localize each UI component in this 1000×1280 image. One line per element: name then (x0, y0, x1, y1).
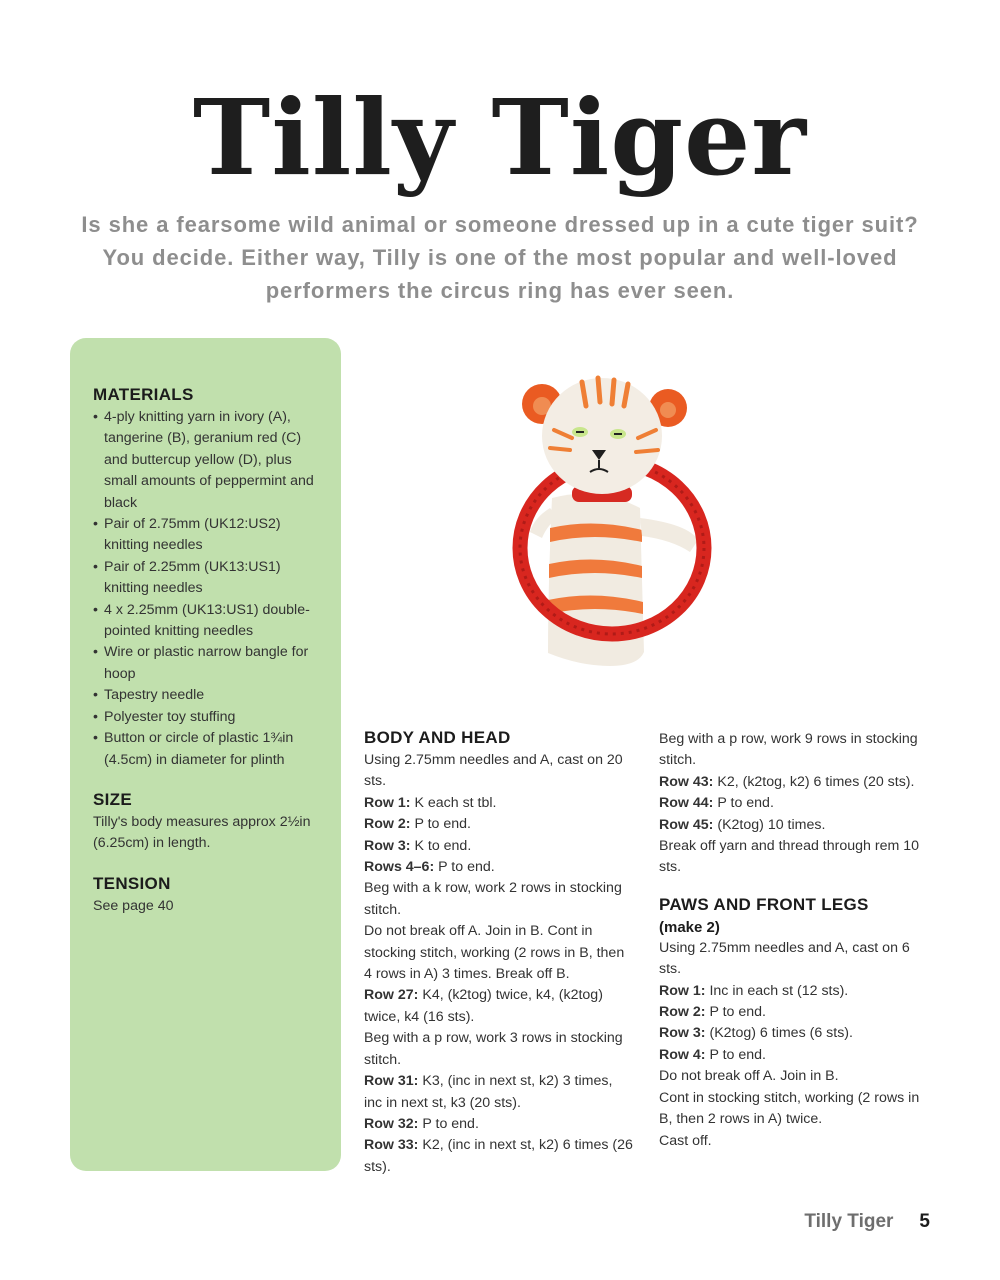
tension-text: See page 40 (93, 897, 174, 914)
instruction-line: Using 2.75mm needles and A, cast on 6 sts. (659, 939, 910, 978)
instruction-line: Row 44: P to end. (659, 795, 774, 812)
instruction-line: Break off yarn and thread through rem 10 sts. (659, 838, 920, 876)
instruction-line: Row 31: K3, (inc in next st, k2) 3 times, inc in next st, k3 (20 sts). (364, 1073, 613, 1111)
instruction-line: Row 33: K2, (inc in next st, k2) 6 times (26 sts). (364, 1137, 633, 1175)
instruction-line: Row 45: (K2tog) 10 times. (659, 816, 826, 833)
instruction-line: Row 3: (K2tog) 6 times (6 sts). (659, 1025, 853, 1042)
materials-item: • Button or circle of plastic 1¾in (4.5cm) in diameter for plinth (93, 728, 321, 771)
materials-item: • Pair of 2.75mm (UK12:US2) knitting needles (93, 514, 321, 557)
continued-column (659, 729, 929, 1152)
materials-item: • Wire or plastic narrow bangle for hoop (93, 642, 321, 685)
paws-heading: PAWS AND FRONT LEGS (659, 894, 869, 914)
instruction-line: Beg with a k row, work 2 rows in stocking stitch. (364, 880, 622, 918)
materials-list (93, 407, 321, 771)
materials-item: • Pair of 2.25mm (UK13:US1) knitting needles (93, 557, 321, 600)
page-title: Tilly Tiger (192, 76, 808, 199)
instruction-line: Using 2.75mm needles and A, cast on 20 sts. (364, 752, 623, 790)
body-head-column (364, 727, 634, 1178)
instruction-line: Row 3: K to end. (364, 837, 472, 854)
tiger-toy-photo (490, 368, 730, 668)
instruction-line: Row 43: K2, (k2tog, k2) 6 times (20 sts). (659, 773, 915, 790)
size-heading: SIZE (93, 789, 132, 809)
instruction-line: Do not break off A. Join in B. Cont in stocking stitch, working (2 rows in B, then 4 rows in A) 3 times. Break off B. (364, 923, 625, 983)
materials-heading: MATERIALS (93, 385, 194, 404)
sidebar-panel (70, 338, 341, 1171)
instruction-line: Cast off. (659, 1132, 712, 1149)
instruction-line: Row 32: P to end. (364, 1115, 479, 1132)
size-text: Tilly's body measures approx 2½in (6.25cm) in length. (93, 813, 311, 852)
instruction-line: Row 1: K each st tbl. (364, 794, 497, 811)
tension-heading: TENSION (93, 873, 171, 893)
page-footer (804, 1211, 930, 1233)
paws-subheading: (make 2) (659, 918, 720, 936)
intro-text: Is she a fearsome wild animal or someone dressed up in a cute tiger suit? You decide. Either way, Tilly is one of the most popular and well-loved performers the circus ring has ever seen. (81, 212, 919, 303)
materials-item: • 4 x 2.25mm (UK13:US1) double-pointed knitting needles (93, 600, 321, 643)
instruction-line: Row 1: Inc in each st (12 sts). (659, 982, 849, 999)
instruction-line: Beg with a p row, work 9 rows in stocking stitch. (659, 731, 918, 769)
instruction-line: Rows 4–6: P to end. (364, 859, 495, 876)
page-number: 5 (919, 1211, 930, 1232)
instruction-line: Row 2: P to end. (659, 1004, 767, 1021)
instruction-line: Beg with a p row, work 3 rows in stocking stitch. (364, 1030, 623, 1068)
footer-title: Tilly Tiger (804, 1211, 894, 1232)
instruction-line: Row 27: K4, (k2tog) twice, k4, (k2tog) twice, k4 (16 sts). (364, 987, 603, 1025)
instruction-line: Cont in stocking stitch, working (2 rows in B, then 2 rows in A) twice. (659, 1089, 920, 1128)
instruction-line: Do not break off A. Join in B. (659, 1068, 839, 1085)
instruction-line: Row 2: P to end. (364, 816, 472, 833)
body-head-heading: BODY AND HEAD (364, 728, 511, 747)
materials-item: • Tapestry needle (93, 685, 321, 706)
materials-item: • 4-ply knitting yarn in ivory (A), tangerine (B), geranium red (C) and buttercup yellow (D), plus small amounts of peppermint and black (93, 407, 321, 514)
instruction-line: Row 4: P to end. (659, 1046, 767, 1063)
materials-item: • Polyester toy stuffing (93, 707, 321, 728)
